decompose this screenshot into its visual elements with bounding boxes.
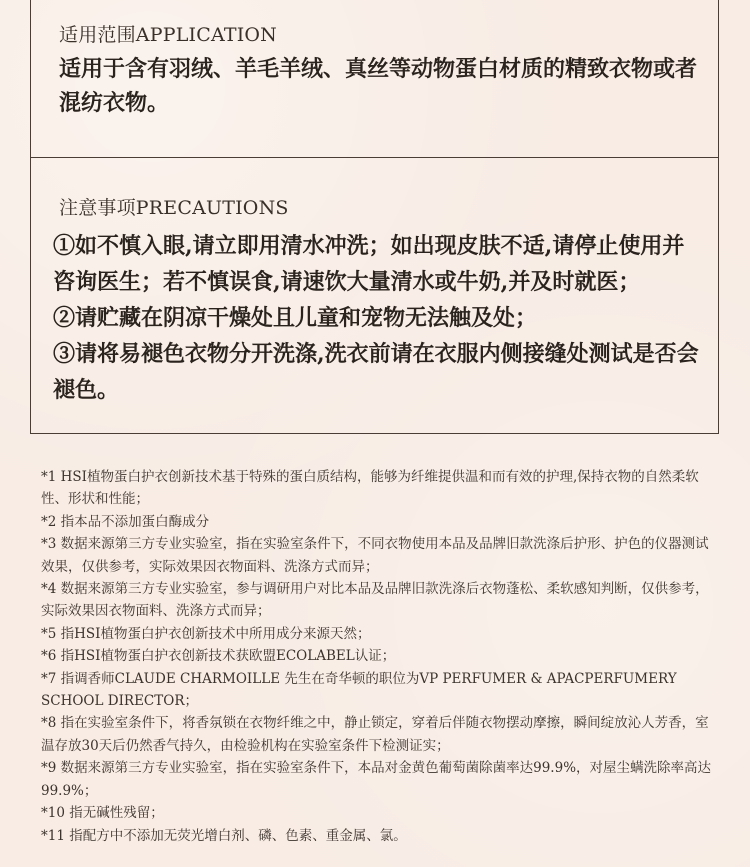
footnote: *11 指配方中不添加无荧光增白剂、磷、色素、重金属、氯。 xyxy=(41,827,407,844)
precautions-heading: 注意事项PRECAUTIONS xyxy=(59,197,289,219)
info-frame xyxy=(30,0,719,434)
footnote: *3 数据来源第三方专业实验室，指在实验室条件下，不同衣物使用本品及品牌旧款洗涤后护形、护色的仪器测试效果，仅供参考，实际效果因衣物面料、洗涤方式而异； xyxy=(41,536,709,575)
application-body: 适用于含有羽绒、羊毛羊绒、真丝等动物蛋白材质的精致衣物或者混纺衣物。 xyxy=(59,56,698,116)
footnote: *7 指调香师CLAUDE CHARMOILLE 先生在奇华顿的职位为VP PERFUMER & APACPERFUMERY SCHOOL DIRECTOR； xyxy=(41,670,677,710)
footnote: *4 数据来源第三方专业实验室，参与调研用户对比本品及品牌旧款洗涤后衣物蓬松、柔软感知判断，仅供参考，实际效果因衣物面料、洗涤方式而异； xyxy=(41,581,709,620)
footnote: *9 数据来源第三方专业实验室，指在实验室条件下，本品对金黄色葡萄菌除菌率达99.9%，对屋尘螨洗除率高达99.9%； xyxy=(41,760,712,799)
footnote: *5 指HSI植物蛋白护衣创新技术中所用成分来源天然； xyxy=(41,625,371,642)
footnote: *8 指在实验室条件下，将香氛锁在衣物纤维之中，静止锁定，穿着后伴随衣物摆动摩擦，瞬间绽放沁人芳香，室温存放30天后仍然香气持久，由检验机构在实验室条件下检测证实； xyxy=(41,715,709,754)
precaution-item: ①如不慎入眼,请立即用清水冲洗；如出现皮肤不适,请停止使用并咨询医生；若不慎误食,请速饮大量清水或牛奶,并及时就医； xyxy=(53,233,685,295)
footnote: *6 指HSI植物蛋白护衣创新技术获欧盟ECOLABEL认证； xyxy=(41,648,396,665)
section-divider xyxy=(31,157,718,158)
precaution-item: ②请贮藏在阴凉干燥处且儿童和宠物无法触及处； xyxy=(53,305,538,331)
application-heading: 适用范围APPLICATION xyxy=(59,24,278,46)
precautions-list xyxy=(53,228,703,408)
footnotes-list xyxy=(41,466,711,847)
footnote: *1 HSI植物蛋白护衣创新技术基于特殊的蛋白质结构，能够为纤维提供温和而有效的护理,保持衣物的自然柔软性、形状和性能； xyxy=(41,469,699,508)
footnote: *2 指本品不添加蛋白酶成分 xyxy=(41,513,210,530)
precaution-item: ③请将易褪色衣物分开洗涤,洗衣前请在衣服内侧接缝处测试是否会褪色。 xyxy=(53,341,699,403)
footnote: *10 指无碱性残留； xyxy=(41,805,164,822)
